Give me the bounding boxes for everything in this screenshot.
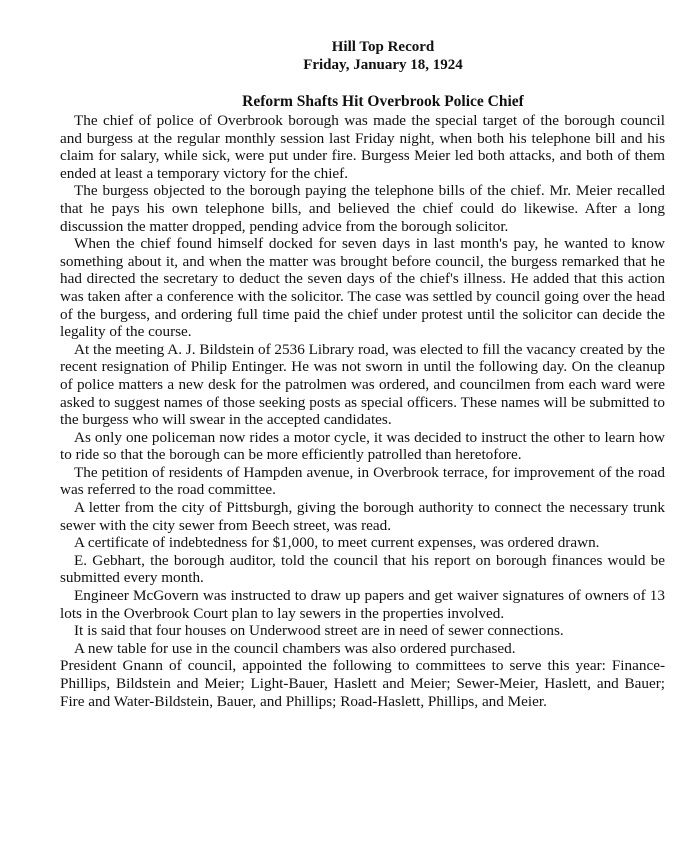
article-headline: Reform Shafts Hit Overbrook Police Chief — [242, 93, 524, 110]
publication-date: Friday, January 18, 1924 — [303, 57, 463, 73]
article-paragraph: It is said that four houses on Underwood street are in need of sewer connections. — [74, 622, 564, 640]
article-paragraph: The chief of police of Overbrook borough was made the special target of the borough council and burgess at the regular monthly session last Friday night, when both his telephone bill and his claim for salary, while sick, were put under fire. Burgess Meier led both attacks, and both of them ended at least a temporary victory for the chief. — [60, 112, 665, 182]
article-paragraph: E. Gebhart, the borough auditor, told the council that his report on borough finances would be submitted every month. — [60, 551, 665, 587]
article-paragraph: At the meeting A. J. Bildstein of 2536 Library road, was elected to fill the vacancy created by the recent resignation of Philip Entinger. He was not sworn in until the following day. On the cleanup of police matters a new desk for the patrolmen was ordered, and councilmen from each ward were asked to suggest names of those seeking posts as special officers. These names will be submitted to the burgess who will swear in the accepted candidates. — [60, 340, 665, 429]
committee-appointments-paragraph: President Gnann of council, appointed the following to committees to serve this year: Finance-Phillips, Bildstein and Meier; Light-Bauer, Haslett and Meier; Sewer-Meier, Haslett, and Bauer; Fire and Water-Bildstein, Bauer, and Phillips; Road-Haslett, Phillips, and Meier. — [60, 657, 665, 710]
publication-name: Hill Top Record — [331, 39, 435, 55]
article-paragraph: A certificate of indebtedness for $1,000, to meet current expenses, was ordered drawn. — [74, 534, 600, 552]
article-paragraph: A letter from the city of Pittsburgh, giving the borough authority to connect the necessary trunk sewer with the city sewer from Beech street, was read. — [60, 499, 665, 534]
article-paragraph: The burgess objected to the borough paying the telephone bills of the chief. Mr. Meier recalled that he pays his own telephone bills, and believed the chief could do likewise. After a long discussion the matter dropped, pending advice from the borough solicitor. — [60, 182, 665, 235]
article-body — [60, 112, 665, 710]
article-paragraph: Engineer McGovern was instructed to draw up papers and get waiver signatures of owners of 13 lots in the Overbrook Court plan to lay sewers in the properties involved. — [60, 587, 665, 622]
article-paragraph: A new table for use in the council chambers was also ordered purchased. — [74, 639, 516, 657]
article-paragraph: The petition of residents of Hampden avenue, in Overbrook terrace, for improvement of the road was referred to the road committee. — [60, 463, 665, 499]
article-paragraph: When the chief found himself docked for seven days in last month's pay, he wanted to know something about it, and when the matter was brought before council, the burgess remarked that he had directed the secretary to deduct the seven days of the chief's illness. He added that this action was taken after a conference with the solicitor. The case was settled by council going over the head of the burgess, and ordering full time paid the chief under protest until the solicitor can decide the legality of the course. — [60, 235, 665, 341]
article-paragraph: As only one policeman now rides a motor cycle, it was decided to instruct the other to learn how to ride so that the borough can be more efficiently patrolled than heretofore. — [60, 428, 665, 464]
masthead — [60, 38, 670, 74]
